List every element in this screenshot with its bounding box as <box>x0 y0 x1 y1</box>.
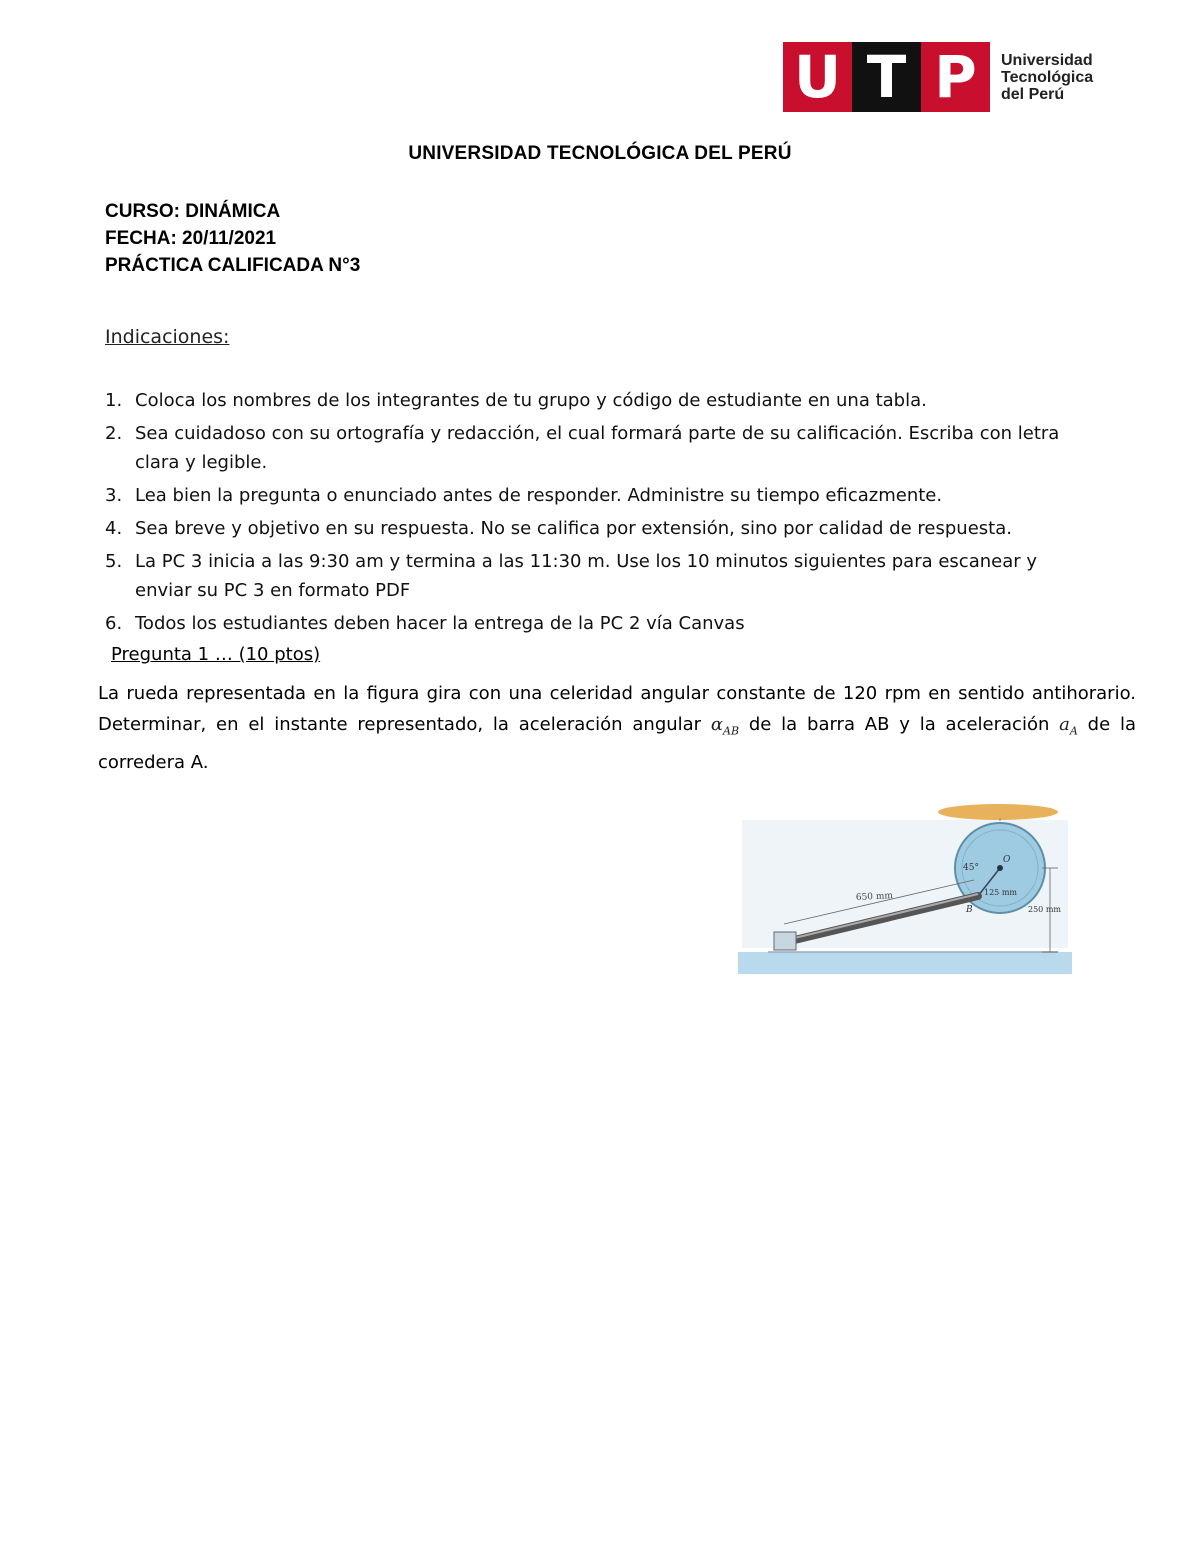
list-item-number: 4. <box>105 518 123 539</box>
list-item <box>105 547 1085 605</box>
question-statement <box>98 678 1136 778</box>
question-text-1: La rueda representada en la figura gira con una celeridad angular constante de 120 rpm en sentido antihorario. Determinar, en el instante representado, la aceleración angular <box>98 683 1136 735</box>
list-item-number: 5. <box>105 551 123 572</box>
logo-university-name <box>1001 52 1093 103</box>
list-item <box>105 481 1085 510</box>
list-item-number: 1. <box>105 390 123 411</box>
course-line: CURSO: DINÁMICA <box>105 201 281 222</box>
slider-a <box>774 932 796 950</box>
logo-name-line-2: Tecnológica <box>1001 68 1094 86</box>
date-line: FECHA: 20/11/2021 <box>105 228 277 249</box>
a-a-symbol: $a_A$ <box>1059 714 1078 738</box>
list-item-text: Coloca los nombres de los integrantes de tu grupo y código de estudiante en una tabla. <box>135 390 927 411</box>
question-text-2: de la barra AB y la aceleración <box>739 714 1060 735</box>
list-item <box>105 514 1085 543</box>
list-item-text: Sea cuidadoso con su ortografía y redacción, el cual formará parte de su calificación. Escriba con letra clara y legible. <box>135 423 1060 473</box>
logo-letter-t: T <box>852 42 921 112</box>
rod-length-label: 650 mm <box>855 891 894 903</box>
question-title: Pregunta 1 … (10 ptos) <box>111 644 321 665</box>
list-item <box>105 419 1085 477</box>
logo-name-line-1: Universidad <box>1001 51 1093 69</box>
wheel-center-pin <box>997 865 1003 871</box>
point-b-label: B <box>966 905 973 915</box>
list-item-text: Sea breve y objetivo en su respuesta. No se califica por extensión, sino por calidad de respuesta. <box>135 518 1012 539</box>
alpha-ab-symbol: $\alpha_{AB}$ <box>710 714 740 738</box>
instructions-list <box>105 386 1085 642</box>
list-item-number: 2. <box>105 423 123 444</box>
floor-shape <box>738 952 1072 974</box>
list-item-text: Todos los estudiantes deben hacer la entrega de la PC 2 vía Canvas <box>135 613 745 634</box>
list-item-number: 3. <box>105 485 123 506</box>
utp-logo <box>783 42 1093 112</box>
instructions-heading: Indicaciones: <box>105 326 230 348</box>
height-label: 250 mm <box>1028 905 1061 914</box>
list-item-text: La PC 3 inicia a las 9:30 am y termina a las 11:30 m. Use los 10 minutos siguientes para escanear y enviar su PC 3 en formato PDF <box>135 551 1038 601</box>
mechanism-figure <box>738 800 1072 982</box>
logo-letter-u: U <box>783 42 852 112</box>
list-item <box>105 609 1085 638</box>
angle-label: 45° <box>963 863 979 873</box>
logo-letter-p: P <box>921 42 990 112</box>
exam-line: PRÁCTICA CALIFICADA N°3 <box>105 255 361 276</box>
radius-label: 125 mm <box>984 888 1017 897</box>
logo-name-line-3: del Perú <box>1001 85 1065 103</box>
exam-meta <box>105 198 360 279</box>
list-item-text: Lea bien la pregunta o enunciado antes de responder. Administre su tiempo eficazmente. <box>135 485 943 506</box>
list-item-number: 6. <box>105 613 123 634</box>
page-title: UNIVERSIDAD TECNOLÓGICA DEL PERÚ <box>408 143 792 164</box>
question-text-3: de la corredera A. <box>98 714 1136 773</box>
ceiling-support <box>938 804 1058 820</box>
center-label: O <box>1003 855 1011 865</box>
list-item <box>105 386 1085 415</box>
